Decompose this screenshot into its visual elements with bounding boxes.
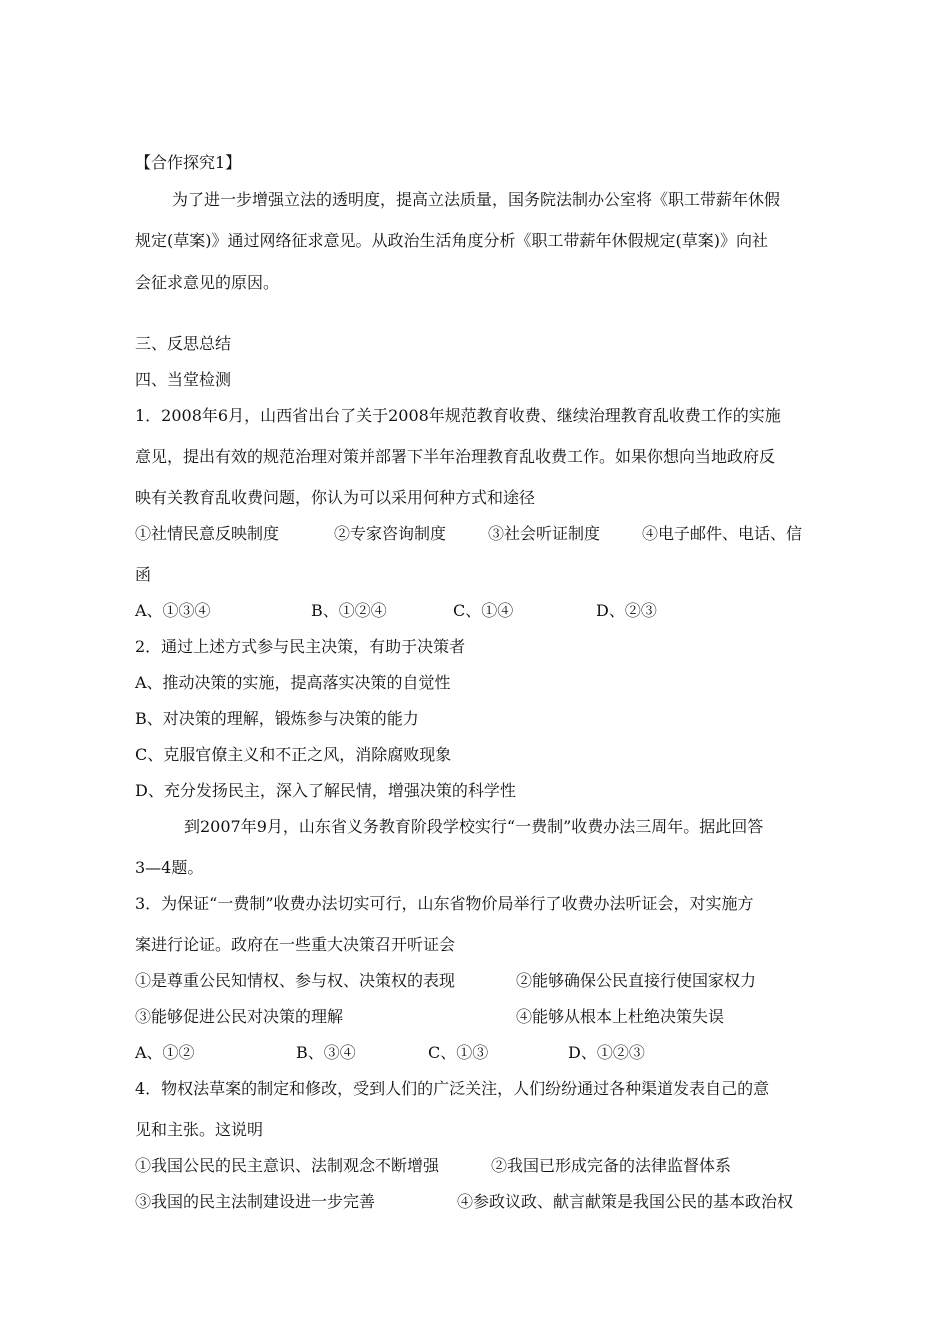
q3-item-2: ②能够确保公民直接行使国家权力: [516, 971, 757, 990]
q1-option-c: C、①④: [453, 601, 514, 620]
q1-option-a: A、①③④: [135, 601, 211, 620]
q3-option-d: D、①②③: [568, 1043, 645, 1062]
material-line-1: 到2007年9月，山东省义务教育阶段学校实行“一费制”收费办法三周年。据此回答: [184, 817, 764, 836]
section-three-heading: 三、反思总结: [135, 334, 232, 353]
q4-item-2: ②我国已形成完备的法律监督体系: [491, 1156, 732, 1175]
q1-stem-line-1: 1．2008年6月，山西省出台了关于2008年规范教育收费、继续治理教育乱收费工作的实施: [135, 406, 781, 425]
q3-option-a: A、①②: [135, 1043, 195, 1062]
case-paragraph-line-1: 为了进一步增强立法的透明度，提高立法质量，国务院法制办公室将《职工带薪年休假: [172, 190, 781, 209]
q1-option-d: D、②③: [596, 601, 657, 620]
q4-item-1: ①我国公民的民主意识、法制观念不断增强: [135, 1156, 440, 1175]
q2-option-a: A、推动决策的实施，提高落实决策的自觉性: [135, 673, 451, 692]
q3-option-c: C、①③: [428, 1043, 489, 1062]
q2-option-c: C、克服官僚主义和不正之风，消除腐败现象: [135, 745, 452, 764]
q2-stem: 2．通过上述方式参与民主决策，有助于决策者: [135, 637, 466, 656]
q3-item-3: ③能够促进公民对决策的理解: [135, 1007, 344, 1026]
material-line-2: 3—4题。: [135, 858, 204, 877]
q4-item-4: ④参政议政、献言献策是我国公民的基本政治权: [457, 1192, 794, 1211]
q1-item-1: ①社情民意反映制度: [135, 524, 280, 543]
q3-item-1: ①是尊重公民知情权、参与权、决策权的表现: [135, 971, 456, 990]
q1-stem-line-3: 映有关教育乱收费问题，你认为可以采用何种方式和途径: [135, 488, 536, 507]
q3-item-4: ④能够从根本上杜绝决策失误: [516, 1007, 725, 1026]
q1-item-4: ④电子邮件、电话、信: [642, 524, 803, 543]
q1-item-3: ③社会听证制度: [488, 524, 601, 543]
q4-item-3: ③我国的民主法制建设进一步完善: [135, 1192, 376, 1211]
q3-stem-line-2: 案进行论证。政府在一些重大决策召开听证会: [135, 935, 456, 954]
case-paragraph-line-3: 会征求意见的原因。: [135, 273, 280, 292]
q2-option-b: B、对决策的理解，锻炼参与决策的能力: [135, 709, 419, 728]
q4-stem-line-2: 见和主张。这说明: [135, 1120, 264, 1139]
q1-item-2: ②专家咨询制度: [334, 524, 447, 543]
q4-stem-line-1: 4．物权法草案的制定和修改，受到人们的广泛关注，人们纷纷通过各种渠道发表自己的意: [135, 1079, 770, 1098]
q3-stem-line-1: 3．为保证“一费制”收费办法切实可行，山东省物价局举行了收费办法听证会，对实施方: [135, 894, 754, 913]
case-paragraph-line-2: 规定(草案)》通过网络征求意见。从政治生活角度分析《职工带薪年休假规定(草案)》向社: [135, 231, 768, 250]
section-heading: 【合作探究1】: [135, 153, 242, 172]
section-four-heading: 四、当堂检测: [135, 370, 232, 389]
q3-option-b: B、③④: [296, 1043, 356, 1062]
q1-stem-line-2: 意见，提出有效的规范治理对策并部署下半年治理教育乱收费工作。如果你想向当地政府反: [135, 447, 776, 466]
q2-option-d: D、充分发扬民主，深入了解民情，增强决策的科学性: [135, 781, 516, 800]
q1-option-b: B、①②④: [311, 601, 387, 620]
q1-item-4-wrap: 函: [135, 565, 152, 584]
